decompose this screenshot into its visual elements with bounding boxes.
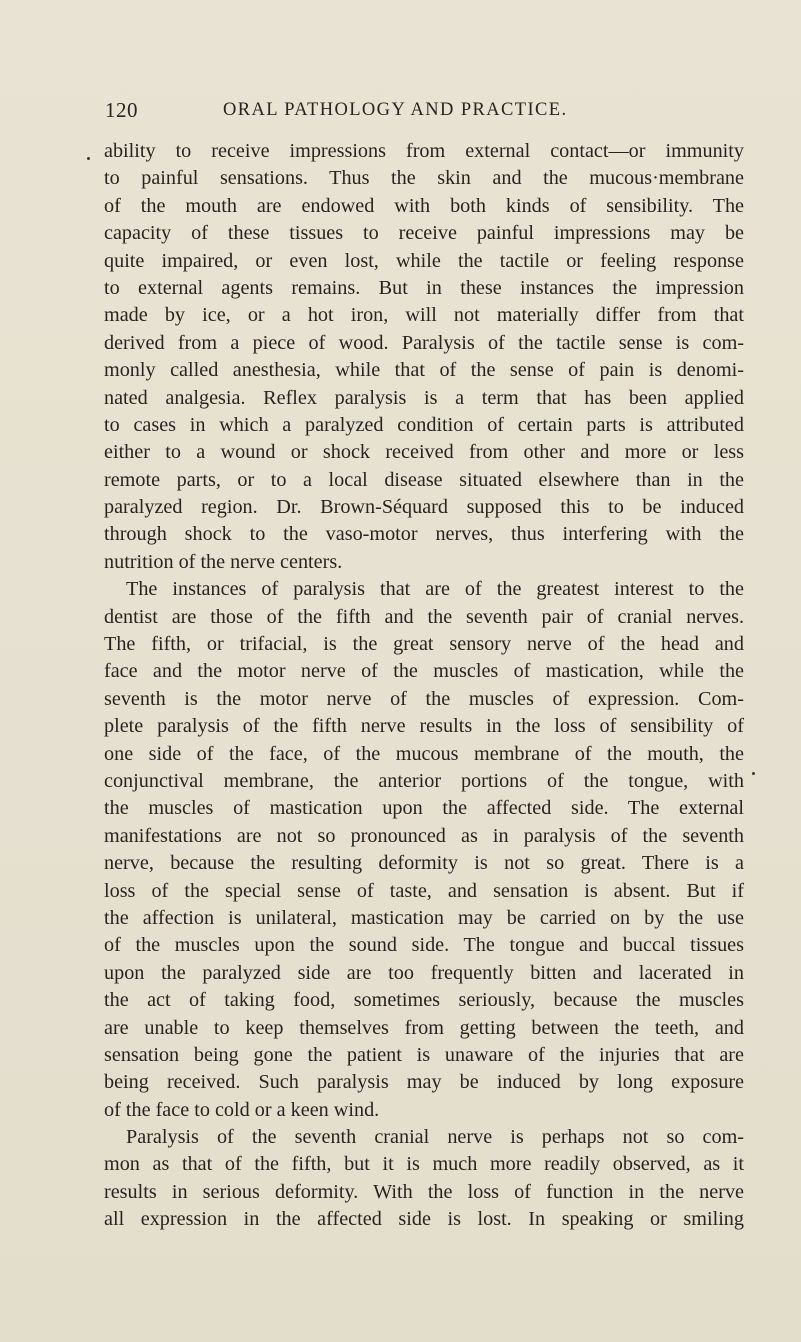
text-line: quite impaired, or even lost, while the tactile or feeling response	[104, 249, 744, 272]
paragraph-end-line: nutrition of the nerve centers.	[104, 550, 343, 573]
text-line: results in serious deformity. With the loss of function in the nerve	[104, 1180, 744, 1203]
page-number: 120	[105, 98, 138, 122]
text-line: made by ice, or a hot iron, will not materially differ from that	[104, 304, 744, 327]
text-line: loss of the special sense of taste, and sensation is absent. But if	[104, 879, 744, 902]
text-line: sensation being gone the patient is unaware of the injuries that are	[104, 1043, 744, 1066]
text-line: manifestations are not so pronounced as in paralysis of the seventh	[104, 824, 744, 847]
text-line: dentist are those of the fifth and the seventh pair of cranial nerves.	[104, 605, 744, 628]
running-head	[105, 98, 755, 128]
text-line: either to a wound or shock received from other and more or less	[104, 441, 744, 464]
body-text	[104, 138, 744, 1234]
text-line: of the mouth are endowed with both kinds of sensibility. The	[104, 194, 744, 217]
stray-dot-left	[87, 157, 90, 160]
text-line: face and the motor nerve of the muscles of mastication, while the	[104, 660, 744, 683]
text-line: capacity of these tissues to receive painful impressions may be	[104, 222, 744, 245]
text-line: remote parts, or to a local disease situated elsewhere than in the	[104, 468, 744, 491]
text-line: ability to receive impressions from external contact—or immunity	[104, 140, 744, 162]
text-line: through shock to the vaso-motor nerves, thus interfering with the	[104, 523, 744, 546]
text-line: all expression in the affected side is lost. In speaking or smiling	[104, 1208, 744, 1231]
text-line: nerve, because the resulting deformity is not so great. There is a	[104, 852, 744, 875]
text-line: the act of taking food, sometimes seriously, because the muscles	[104, 989, 744, 1012]
text-line: nated analgesia. Reflex paralysis is a term that has been applied	[104, 386, 744, 409]
text-line: The fifth, or trifacial, is the great sensory nerve of the head and	[104, 633, 744, 656]
text-line: being received. Such paralysis may be induced by long exposure	[104, 1071, 744, 1094]
text-line: the muscles of mastication upon the affected side. The external	[104, 797, 744, 820]
text-line: one side of the face, of the mucous membrane of the mouth, the	[104, 742, 744, 765]
stray-dot-right	[752, 772, 755, 775]
text-line: paralyzed region. Dr. Brown-Séquard supposed this to be induced	[104, 496, 744, 519]
running-title: ORAL PATHOLOGY AND PRACTICE.	[223, 100, 568, 120]
text-line: of the muscles upon the sound side. The tongue and buccal tissues	[104, 934, 744, 957]
text-line: monly called anesthesia, while that of the sense of pain is denomi-	[104, 359, 744, 382]
text-line: upon the paralyzed side are too frequently bitten and lacerated in	[104, 961, 744, 984]
text-line: plete paralysis of the fifth nerve results in the loss of sensibility of	[104, 715, 744, 738]
text-line: mon as that of the fifth, but it is much more readily observed, as it	[104, 1153, 744, 1176]
text-line: seventh is the motor nerve of the muscles of expression. Com-	[104, 687, 744, 710]
text-line: to painful sensations. Thus the skin and the mucous·membrane	[104, 167, 744, 190]
paragraph-first-line: Paralysis of the seventh cranial nerve is perhaps not so com-	[126, 1126, 744, 1149]
paragraph-first-line: The instances of paralysis that are of the greatest interest to the	[126, 578, 744, 601]
text-line: are unable to keep themselves from getting between the teeth, and	[104, 1016, 744, 1039]
text-line: to cases in which a paralyzed condition of certain parts is attributed	[104, 413, 744, 436]
paragraph-end-line: of the face to cold or a keen wind.	[104, 1098, 380, 1121]
text-line: derived from a piece of wood. Paralysis of the tactile sense is com-	[104, 331, 744, 354]
text-line: conjunctival membrane, the anterior portions of the tongue, with	[104, 769, 744, 792]
text-line: the affection is unilateral, mastication may be carried on by the use	[104, 906, 744, 929]
text-line: to external agents remains. But in these instances the impression	[104, 276, 744, 299]
